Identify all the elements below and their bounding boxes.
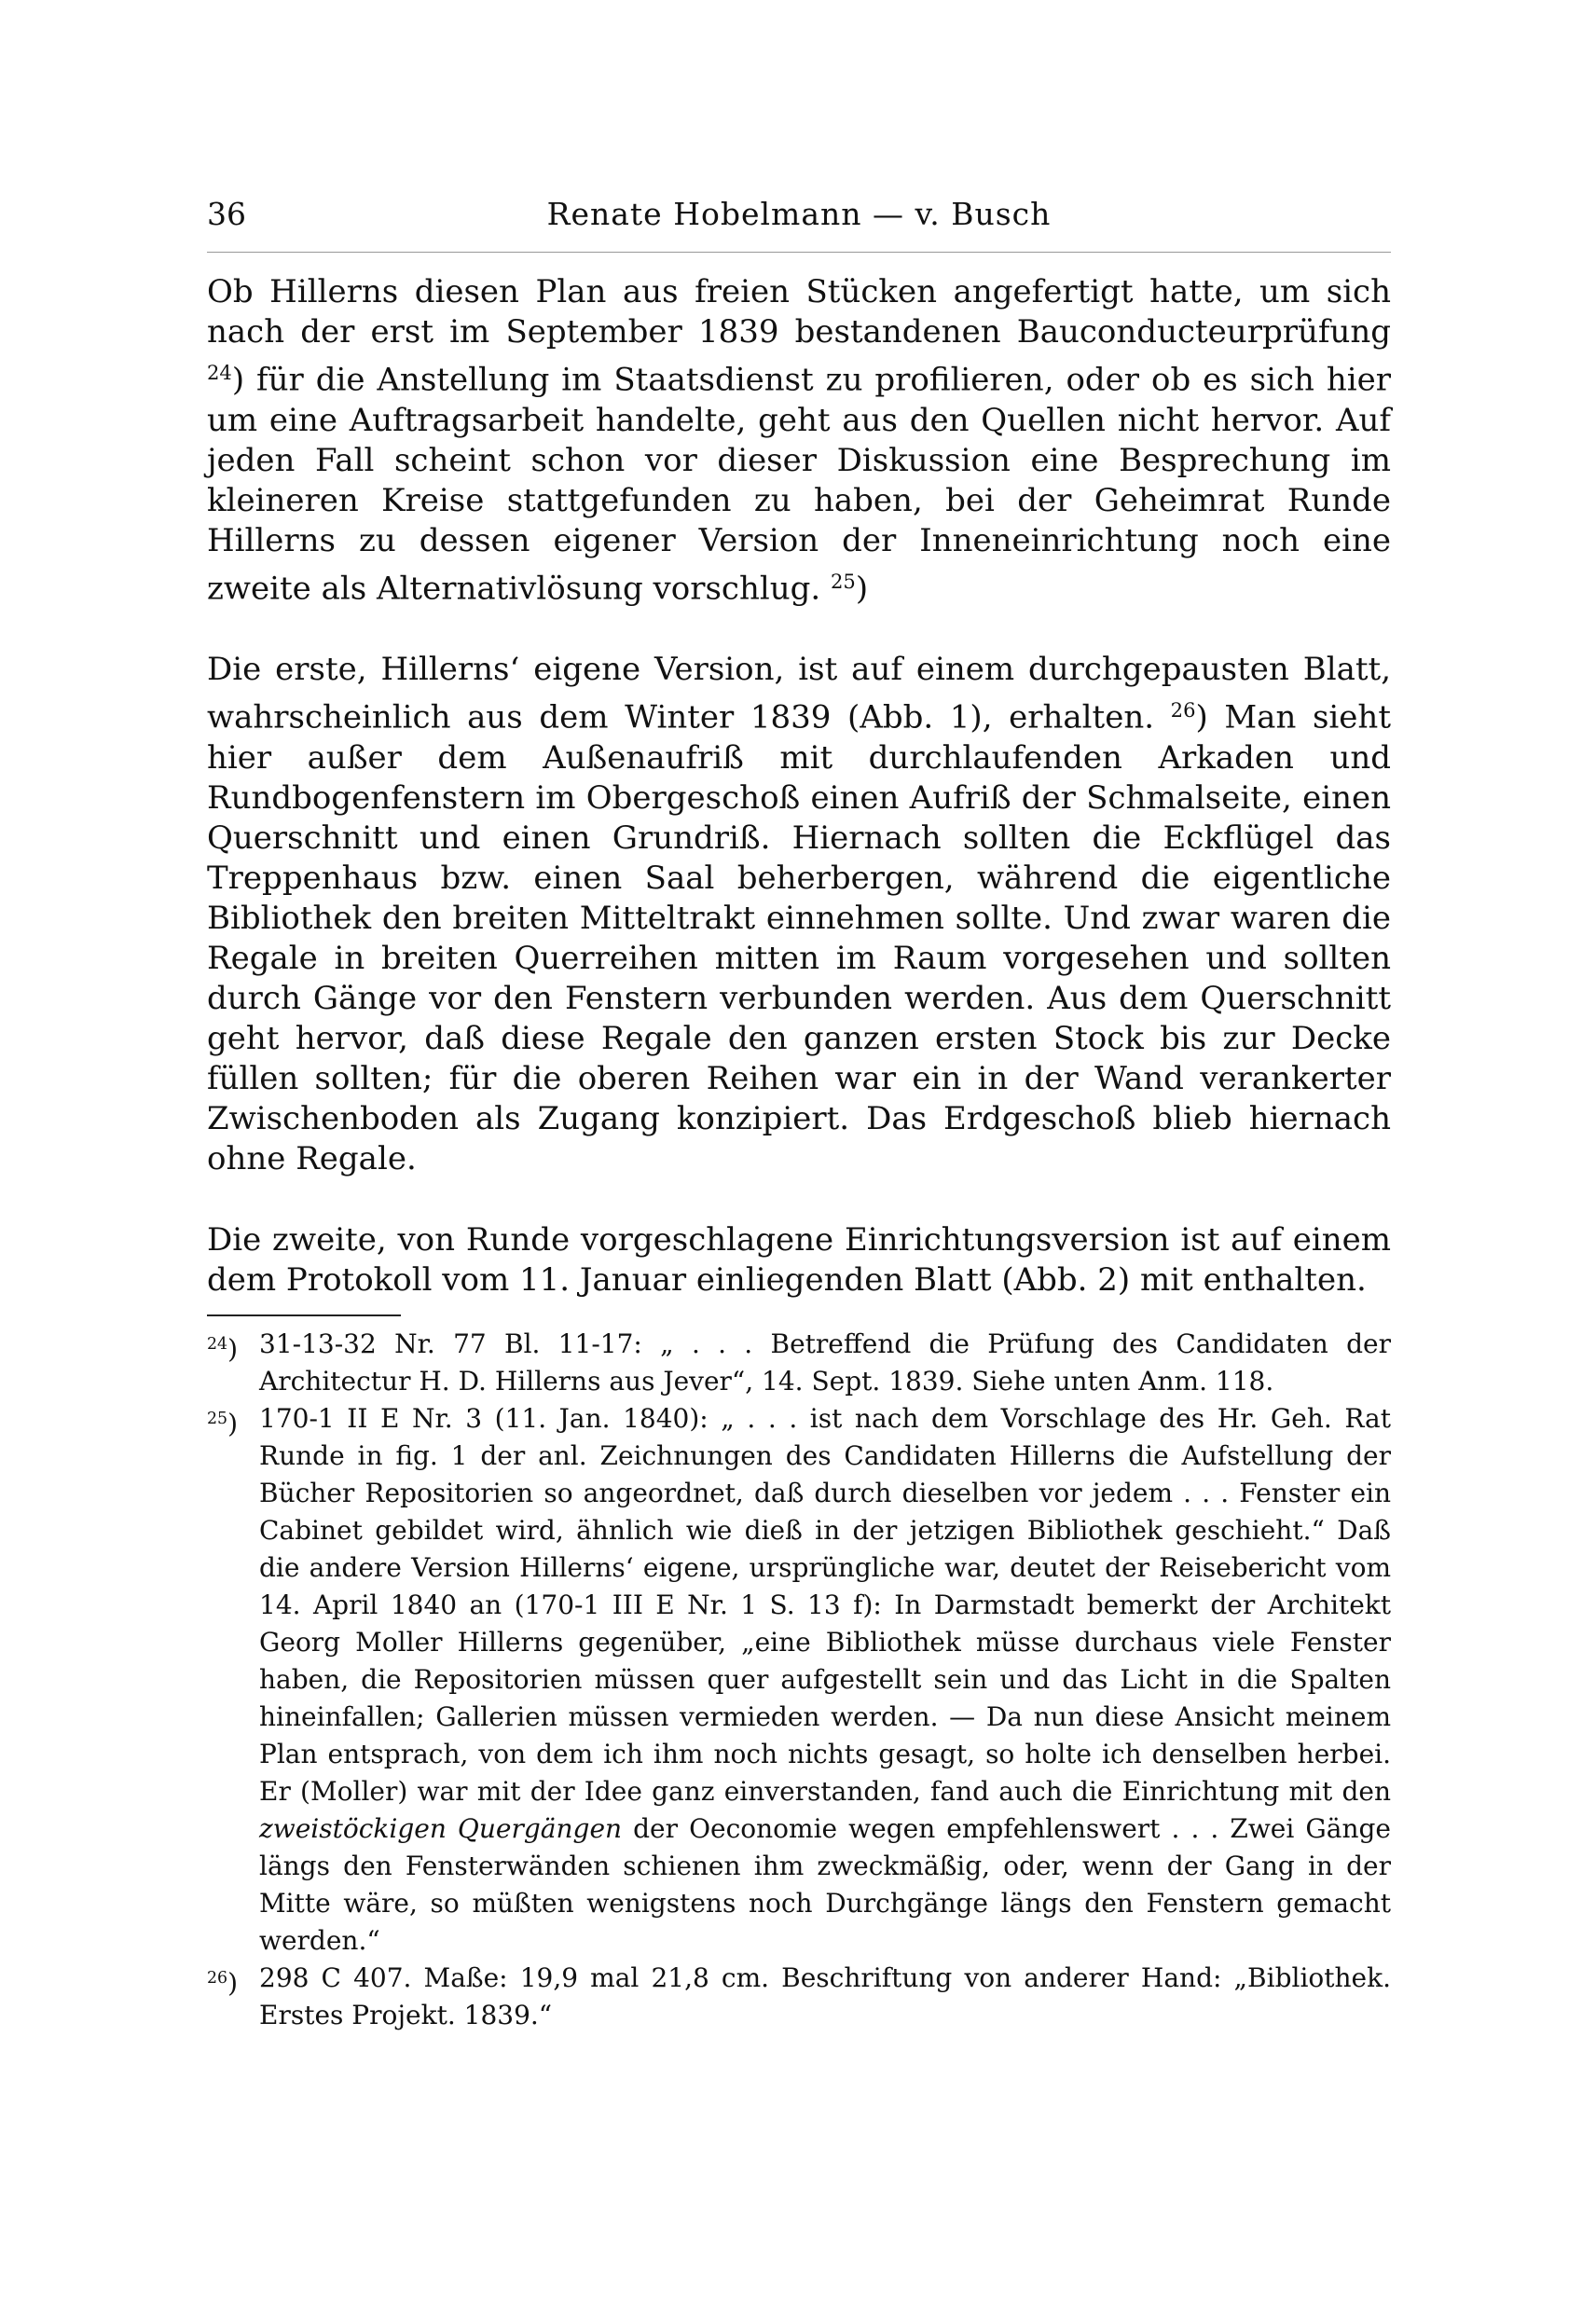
paragraph-text: ) für die Anstellung im Staatsdienst zu profilieren, oder ob es sich hier um eine Auftragsarbeit handelte, geht aus den Quellen nicht hervor. Auf jeden Fall scheint schon vor dieser Diskussion eine Besprechung im kleineren Kreise stattgefunden zu haben, bei der Geheimrat Runde Hillerns zu dessen eigener Version der Inneneinrichtung noch eine zweite als Alternativlösung vorschlug. [207,361,1391,608]
paragraph-text: Die erste, Hillerns‘ eigene Version, ist auf einem durchgepausten Blatt, wahrscheinlich aus dem Winter 1839 (Abb. 1), erhalten. [207,651,1391,736]
paragraph-text: ) Man sieht hier außer dem Außenaufriß mit durchlaufenden Arkaden und Rundbogenfenstern im Obergeschoß einen Aufriß der Schmalseite, einen Querschnitt und einen Grundriß. Hiernach sollten die Eckflügel das Treppenhaus bzw. einen Saal beherbergen, während die eigentliche Bibliothek den breiten Mitteltrakt einnehmen sollte. Und zwar waren die Regale in breiten Querreihen mitten im Raum vorgesehen und sollten durch Gänge vor den Fenstern verbunden werden. Aus dem Querschnitt geht hervor, daß diese Regale den ganzen ersten Stock bis zur Decke füllen sollten; für die oberen Reihen war ein in der Wand verankerter Zwischenboden als Zugang konzipiert. Das Erdgeschoß blieb hiernach ohne Regale. [207,698,1391,1177]
footnote-separator [207,1314,401,1316]
paragraph [207,1220,1391,1300]
running-head: Renate Hobelmann — v. Busch [546,196,1052,232]
footnote-reference: 25 [831,569,856,593]
paragraph-text: ) [855,570,869,608]
footnote-number: 25 [207,1410,228,1428]
footnote-marker [207,1400,238,1443]
body-text [207,272,1391,1300]
page-number: 36 [207,196,246,232]
footnote-reference: 26 [1170,698,1196,722]
footnote [207,1960,1391,2034]
footnote-text-part: 170-1 II E Nr. 3 (11. Jan. 1840): „ . . . ist nach dem Vorschlage des Hr. Geh. Rat Runde in fig. 1 der anl. Zeichnungen des Candidaten Hillerns die Aufstellung der Bücher Repositorien so angeordnet, daß durch dieselben vor jedem . . . Fenster ein Cabinet gebildet wird, ähnlich wie dieß in der jetzigen Bibliothek geschieht.“ Daß die andere Version Hillerns‘ eigene, ursprüngliche war, deutet der Reisebericht vom 14. April 1840 an (170-1 III E Nr. 1 S. 13 f): In Darmstadt bemerkt der Architekt Georg Moller Hillerns gegenüber, „eine Bibliothek müsse durchaus viele Fenster haben, die Repositorien müssen quer aufgestellt sein und das Licht in die Spalten hineinfallen; Gallerien müssen vermieden werden. — Da nun diese Ansicht meinem Plan entsprach, von dem ich ihm noch nichts gesagt, so holte ich denselben herbei. Er (Moller) war mit der Idee ganz einverstanden, fand auch die Einrichtung mit den [259,1403,1391,1807]
footnote-paren: ) [227,1408,239,1439]
footnote-paren: ) [227,1967,239,1999]
header-rule [207,252,1391,253]
paragraph [207,650,1391,1179]
footnote-paren: ) [227,1333,239,1365]
footnotes [207,1326,1391,2034]
paragraph-text: Die zweite, von Runde vorgeschlagene Einrichtungsversion ist auf einem dem Protokoll vom 11. Januar einliegenden Blatt (Abb. 2) mit enthalten. [207,1220,1391,1299]
footnote [207,1400,1391,1960]
paragraph-text: Ob Hillerns diesen Plan aus freien Stücken angefertigt hatte, um sich nach der erst im September 1839 bestandenen Bauconducteurprüfung [207,273,1391,351]
footnote-italic-text: zweistöckigen Quergängen [259,1813,623,1844]
footnote-text: 298 C 407. Maße: 19,9 mal 21,8 cm. Beschriftung von anderer Hand: „Bibliothek. Erstes Projekt. 1839.“ [259,1962,1391,2030]
footnote-marker [207,1326,238,1369]
footnote-reference: 24 [207,361,232,384]
footnote-marker [207,1960,238,2002]
paragraph [207,272,1391,609]
footnote [207,1326,1391,1400]
footnote-number: 24 [207,1335,228,1354]
footnote-text-part: der Oeconomie wegen empfehlenswert . . . Zwei Gänge längs den Fensterwänden schienen ihm zweckmäßig, oder, wenn der Gang in der Mitte wäre, so müßten wenigstens noch Durchgänge längs den Fenstern gemacht werden.“ [259,1813,1391,1956]
footnote-number: 26 [207,1969,228,1988]
page-header [207,191,1391,238]
footnote-text: 31-13-32 Nr. 77 Bl. 11-17: „ . . . Betreffend die Prüfung des Candidaten der Architectur H. D. Hillerns aus Jever“, 14. Sept. 1839. Siehe unten Anm. 118. [259,1328,1391,1397]
footnote-text [259,1403,1391,1956]
